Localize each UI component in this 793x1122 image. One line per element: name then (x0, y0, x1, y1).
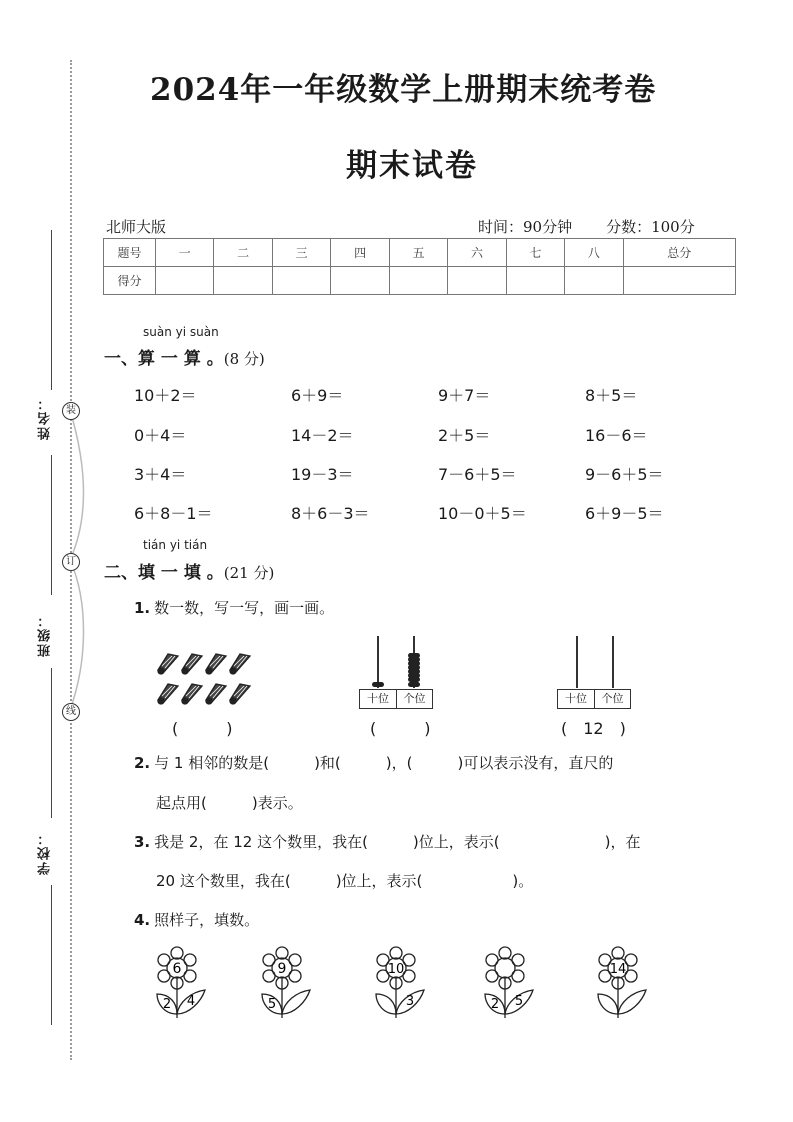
place-value-box-2 (557, 689, 631, 709)
equation: 14－2＝ (291, 426, 354, 445)
score-header-cell: 总分 (623, 239, 735, 267)
score-cell[interactable] (331, 267, 389, 295)
equation: 6＋9－5＝ (585, 504, 664, 523)
equation: 8＋6－3＝ (291, 504, 370, 523)
question-2-number: 2. (134, 754, 151, 772)
equation: 10＋2＝ (134, 386, 197, 405)
score-table (103, 238, 736, 295)
score-table-score-row (104, 267, 736, 295)
equation: 19－3＝ (291, 465, 354, 484)
bead (408, 682, 420, 687)
flower-left-number: 2 (490, 997, 500, 1012)
shuttlecocks-picture (156, 652, 252, 708)
score-cell[interactable] (565, 267, 623, 295)
question-1-number: 1. (134, 599, 151, 617)
edition-label: 北师大版 (106, 218, 167, 236)
score-cell[interactable] (156, 267, 214, 295)
page-title: 2024年一年级数学上册期末统考卷 (150, 72, 657, 108)
section1-title: 一、算 一 算 。 (104, 349, 224, 369)
flower-4 (477, 944, 541, 1022)
time-label: 时间：90分钟 (478, 218, 573, 236)
score-table-header-row (104, 239, 736, 267)
flower-left-number: 2 (162, 997, 172, 1012)
question-2-line2: 起点用( )表示。 (156, 794, 303, 812)
binding-mark-zhuang: 装 (62, 402, 80, 420)
section1-heading (104, 344, 265, 369)
section1-points: (8 分) (223, 350, 265, 368)
bead (372, 682, 384, 687)
exam-meta (478, 216, 695, 237)
equation: 8＋5＝ (585, 386, 638, 405)
question-3-line2: 20 这个数里，我在( )位上，表示( )。 (156, 872, 534, 890)
flower-3 (368, 944, 432, 1022)
flower-top-number: 10 (387, 962, 405, 977)
equation: 16－6＝ (585, 426, 648, 445)
score-cell[interactable] (272, 267, 330, 295)
equation: 2＋5＝ (438, 426, 491, 445)
equation: 0＋4＝ (134, 426, 187, 445)
tens-label: 十位 (565, 692, 587, 705)
flower-top-number: 6 (172, 961, 182, 977)
score-header-cell: 题号 (104, 239, 156, 267)
question-3 (134, 831, 641, 852)
binding-mark-xian: 线 (62, 703, 80, 721)
school-label: 学校： (38, 830, 53, 875)
score-header-cell: 四 (331, 239, 389, 267)
abacus2-tens-rod (576, 636, 578, 688)
section2-points: (21 分) (223, 564, 275, 582)
class-label: 班级： (38, 612, 53, 657)
score-cell[interactable] (214, 267, 272, 295)
score-cell[interactable] (623, 267, 735, 295)
binding-mark-ding: 订 (62, 553, 80, 571)
question-2-line1: 与 1 相邻的数是( )和( )，( )可以表示没有，直尺的 (154, 754, 614, 772)
tens-label: 十位 (367, 692, 389, 705)
name-underline-2 (51, 455, 52, 595)
question-2 (134, 752, 613, 773)
equation: 7－6＋5＝ (438, 465, 517, 484)
score-cell[interactable] (448, 267, 506, 295)
question-4-text: 照样子，填数。 (154, 911, 260, 929)
section2-pinyin: tián yi tián (143, 538, 208, 552)
score-header-cell: 六 (448, 239, 506, 267)
flower-top-number: 9 (277, 961, 287, 977)
page-subtitle: 期末试卷 (346, 148, 478, 184)
answer-paren-1[interactable]: ( ) (172, 719, 233, 738)
question-1 (134, 597, 334, 618)
score-row-label: 得分 (104, 267, 156, 295)
question-1-text: 数一数，写一写，画一画。 (154, 599, 335, 617)
question-3-line1: 我是 2，在 12 这个数里，我在( )位上，表示( )，在 (154, 833, 641, 851)
flower-right-number: 5 (514, 994, 524, 1009)
flower-2 (254, 944, 318, 1022)
abacus1-tens-rod (377, 636, 379, 688)
equation: 6＋8－1＝ (134, 504, 213, 523)
name-underline (51, 230, 52, 390)
flower-top-number: 14 (609, 962, 627, 977)
place-value-box-1 (359, 689, 433, 709)
question-4-number: 4. (134, 911, 151, 929)
ones-label: 个位 (396, 690, 432, 708)
score-cell[interactable] (506, 267, 564, 295)
equation: 6＋9＝ (291, 386, 344, 405)
score-header-cell: 七 (506, 239, 564, 267)
flower-left-number: 5 (267, 997, 277, 1012)
section2-title: 二、填 一 填 。 (104, 563, 224, 583)
question-3-number: 3. (134, 833, 151, 851)
question-4 (134, 909, 259, 930)
school-underline (51, 885, 52, 1025)
score-header-cell: 一 (156, 239, 214, 267)
abacus2-ones-rod (612, 636, 614, 688)
ones-label: 个位 (594, 690, 630, 708)
equation: 9－6＋5＝ (585, 465, 664, 484)
class-underline (51, 668, 52, 818)
score-header-cell: 八 (565, 239, 623, 267)
equation: 9＋7＝ (438, 386, 491, 405)
answer-paren-2[interactable]: ( ) (370, 719, 431, 738)
score-header-cell: 三 (272, 239, 330, 267)
score-label: 分数：100分 (606, 218, 695, 236)
score-cell[interactable] (389, 267, 447, 295)
section1-pinyin: suàn yi suàn (143, 325, 219, 339)
equation: 10－0＋5＝ (438, 504, 527, 523)
section2-heading (104, 558, 274, 583)
answer-paren-3[interactable]: ( 12 ) (561, 719, 626, 738)
flower-right-number: 4 (186, 994, 196, 1009)
flower-5 (590, 944, 654, 1022)
score-header-cell: 五 (389, 239, 447, 267)
score-header-cell: 二 (214, 239, 272, 267)
flower-right-number: 3 (405, 994, 415, 1009)
equation: 3＋4＝ (134, 465, 187, 484)
flower-1 (149, 944, 213, 1022)
name-label: 姓名： (38, 395, 53, 440)
